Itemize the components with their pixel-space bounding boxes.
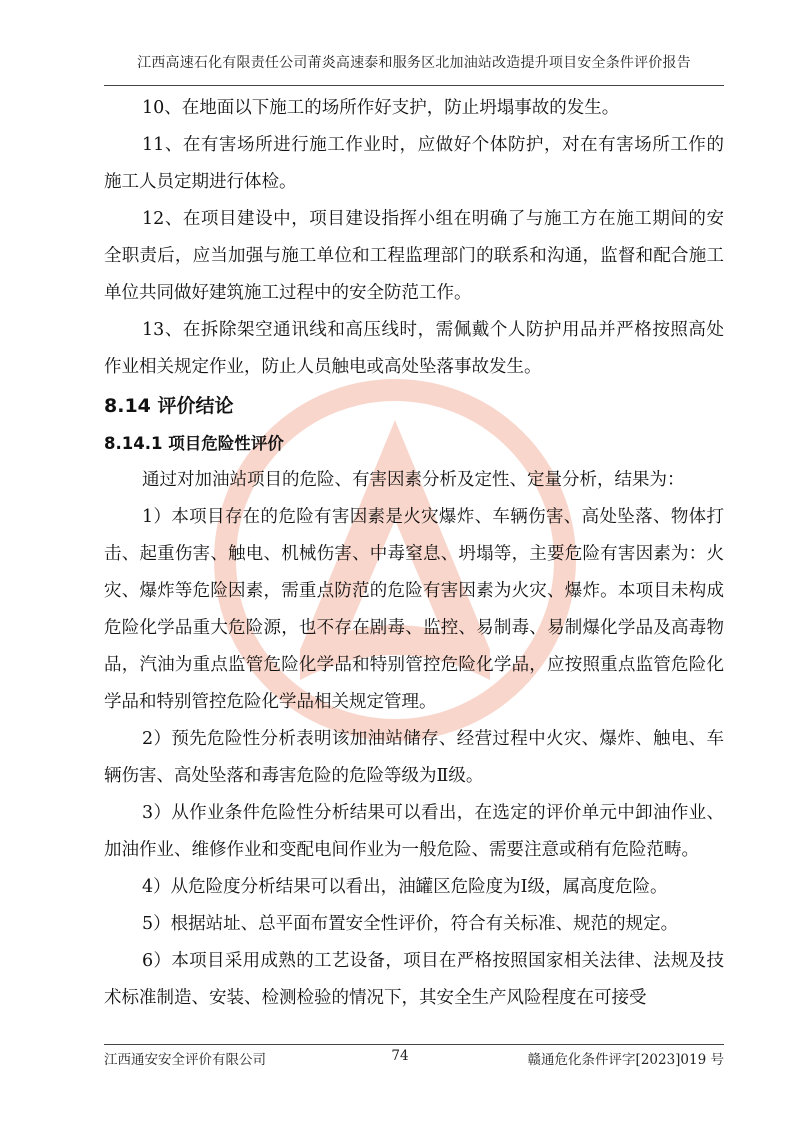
paragraph-result-2: 2）预先危险性分析表明该加油站储存、经营过程中火灾、爆炸、触电、车辆伤害、高处坠落和毒害危险的危险等级为Ⅱ级。 (104, 729, 724, 786)
paragraph-item-13: 13、在拆除架空通讯线和高压线时，需佩戴个人防护用品并严格按照高处作业相关规定作业，防止人员触电或高处坠落事故发生。 (104, 320, 724, 377)
page-header-title: 江西高速石化有限责任公司莆炎高速泰和服务区北加油站改造提升项目安全条件评价报告 (137, 55, 691, 71)
section-heading: 8.14 评价结论 (104, 395, 234, 417)
footer-page-number: 74 (391, 1048, 409, 1064)
paragraph-result-6: 6）本项目采用成熟的工艺设备，项目在严格按照国家相关法律、法规及技术标准制造、安装、检测检验的情况下，其安全生产风险程度在可接受 (104, 951, 724, 1008)
subsection-heading: 8.14.1 项目危险性评价 (104, 434, 284, 453)
page-body (104, 90, 724, 1017)
paragraph-result-3: 3）从作业条件危险性分析结果可以看出，在选定的评价单元中卸油作业、加油作业、维修作业和变配电间作业为一般危险、需要注意或稍有危险范畴。 (104, 803, 724, 860)
paragraph-result-1: 1）本项目存在的危险有害因素是火灾爆炸、车辆伤害、高处坠落、物体打击、起重伤害、触电、机械伤害、中毒窒息、坍塌等，主要危险有害因素为：火灾、爆炸等危险因素，需重点防范的危险有害因素为火灾、爆炸。本项目未构成危险化学品重大危险源，也不存在剧毒、监控、易制毒、易制爆化学品及高毒物品，汽油为重点监管危险化学品和特别管控危险化学品，应按照重点监管危险化学品和特别管控危险化学品相关规定管理。 (104, 507, 724, 712)
footer-doc-number: 赣通危化条件评字[2023]019 号 (527, 1052, 724, 1068)
paragraph-item-10: 10、在地面以下施工的场所作好支护，防止坍塌事故的发生。 (142, 98, 620, 118)
paragraph-result-5: 5）根据站址、总平面布置安全性评价，符合有关标准、规范的规定。 (142, 914, 679, 934)
paragraph-item-11: 11、在有害场所进行施工作业时，应做好个体防护，对在有害场所工作的施工人员定期进行体检。 (104, 135, 724, 192)
paragraph-item-12: 12、在项目建设中，项目建设指挥小组在明确了与施工方在施工期间的安全职责后，应当加强与施工单位和工程监理部门的联系和沟通，监督和配合施工单位共同做好建筑施工过程中的安全防范工作。 (104, 209, 724, 303)
paragraph-intro: 通过对加油站项目的危险、有害因素分析及定性、定量分析，结果为： (142, 470, 685, 490)
paragraph-result-4: 4）从危险度分析结果可以看出，油罐区危险度为Ⅰ级，属高度危险。 (142, 877, 668, 897)
footer-divider (104, 1044, 724, 1045)
header-divider (104, 85, 724, 86)
footer-company: 江西通安安全评价有限公司 (104, 1052, 266, 1068)
